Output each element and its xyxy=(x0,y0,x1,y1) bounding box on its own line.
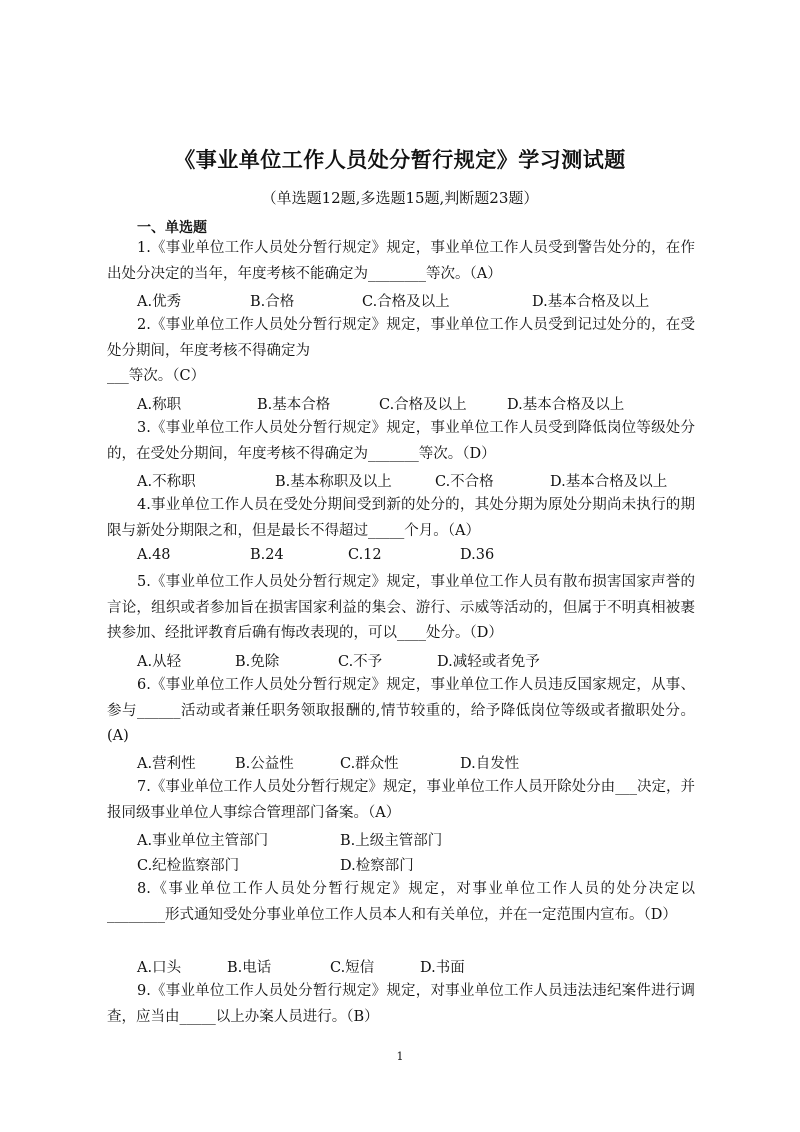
question-5 xyxy=(107,570,695,647)
option-c: C.群众性 xyxy=(340,756,399,772)
option-b: B.公益性 xyxy=(235,756,294,772)
question-text-continued: ___等次。（C） xyxy=(107,368,206,384)
question-text: 3.《事业单位工作人员处分暂行规定》规定，事业单位工作人员受到降低岗位等级处分的，在受处分期间，年度考核不得确定为_______等次。（D） xyxy=(107,420,695,462)
question-9 xyxy=(107,979,695,1030)
option-a: A.营利性 xyxy=(137,756,196,772)
option-c: C.合格及以上 xyxy=(379,397,467,413)
option-a: A.称职 xyxy=(137,397,182,413)
option-d: D.自发性 xyxy=(460,756,520,772)
option-d: D.基本合格及以上 xyxy=(550,474,668,490)
option-b: B.上级主管部门 xyxy=(340,833,443,849)
option-c: C.纪检监察部门 xyxy=(137,858,240,874)
option-b: B.合格 xyxy=(250,294,295,310)
question-7 xyxy=(107,775,695,826)
question-2 xyxy=(107,313,695,390)
option-c: C.短信 xyxy=(330,960,375,976)
option-b: B.免除 xyxy=(235,654,280,670)
page-number: 1 xyxy=(396,1050,404,1063)
question-text: 9.《事业单位工作人员处分暂行规定》规定，对事业单位工作人员违法违纪案件进行调查，应当由_____以上办案人员进行。（B） xyxy=(107,983,695,1025)
document-subtitle: （单选题12题,多选题15题,判断题23题） xyxy=(261,189,539,207)
option-b: B.电话 xyxy=(227,960,272,976)
document-title: 《事业单位工作人员处分暂行规定》学习测试题 xyxy=(174,148,626,172)
question-text: 1.《事业单位工作人员处分暂行规定》规定，事业单位工作人员受到警告处分的，在作出处分决定的当年，年度考核不能确定为________等次。（A） xyxy=(107,240,695,282)
option-a: A.从轻 xyxy=(137,654,182,670)
option-b: B.24 xyxy=(250,547,284,563)
question-text: 4.事业单位工作人员在受处分期间受到新的处分的，其处分期为原处分期尚未执行的期限与新处分期限之和，但是最长不得超过_____个月。（A） xyxy=(107,497,695,539)
option-c: C.12 xyxy=(348,547,382,563)
option-b: B.基本合格 xyxy=(257,397,331,413)
option-d: D.36 xyxy=(460,547,495,563)
question-text: 7.《事业单位工作人员处分暂行规定》规定，事业单位工作人员开除处分由___决定，并报同级事业单位人事综合管理部门备案。（A） xyxy=(107,779,695,821)
option-c: C.不予 xyxy=(338,654,383,670)
question-text: 8.《事业单位工作人员处分暂行规定》规定，对事业单位工作人员的处分决定以 ________形式通知受处分事业单位工作人员本人和有关单位，并在一定范围内宣布。（D） xyxy=(107,881,695,923)
option-d: D.书面 xyxy=(420,960,465,976)
section-heading: 一、单选题 xyxy=(137,220,207,236)
option-c: C.不合格 xyxy=(435,474,494,490)
question-4 xyxy=(107,493,695,544)
option-d: D.基本合格及以上 xyxy=(532,294,650,310)
option-a: A.口头 xyxy=(137,960,182,976)
option-b: B.基本称职及以上 xyxy=(275,474,392,490)
option-a: A.事业单位主管部门 xyxy=(137,833,269,849)
option-a: A.48 xyxy=(137,547,171,563)
question-text: 6.《事业单位工作人员处分暂行规定》规定，事业单位工作人员违反国家规定，从事、参与______活动或者兼任职务领取报酬的,情节较重的，给予降低岗位等级或者撤职处分。(A) xyxy=(107,677,695,744)
question-6 xyxy=(107,673,695,750)
question-1 xyxy=(107,236,695,287)
question-text: 5.《事业单位工作人员处分暂行规定》规定，事业单位工作人员有散布损害国家声誉的言论，组织或者参加旨在损害国家利益的集会、游行、示威等活动的，但属于不明真相被裹挟参加、经批评教育后确有悔改表现的，可以____处分。（D） xyxy=(107,574,695,641)
option-d: D.减轻或者免予 xyxy=(437,654,540,670)
option-a: A.优秀 xyxy=(137,294,182,310)
option-a: A.不称职 xyxy=(137,474,196,490)
option-d: D.基本合格及以上 xyxy=(507,397,625,413)
option-d: D.检察部门 xyxy=(340,858,414,874)
option-c: C.合格及以上 xyxy=(362,294,450,310)
question-3 xyxy=(107,416,695,467)
question-8 xyxy=(107,877,695,928)
question-text: 2.《事业单位工作人员处分暂行规定》规定，事业单位工作人员受到记过处分的，在受处分期间，年度考核不得确定为 xyxy=(107,317,695,359)
